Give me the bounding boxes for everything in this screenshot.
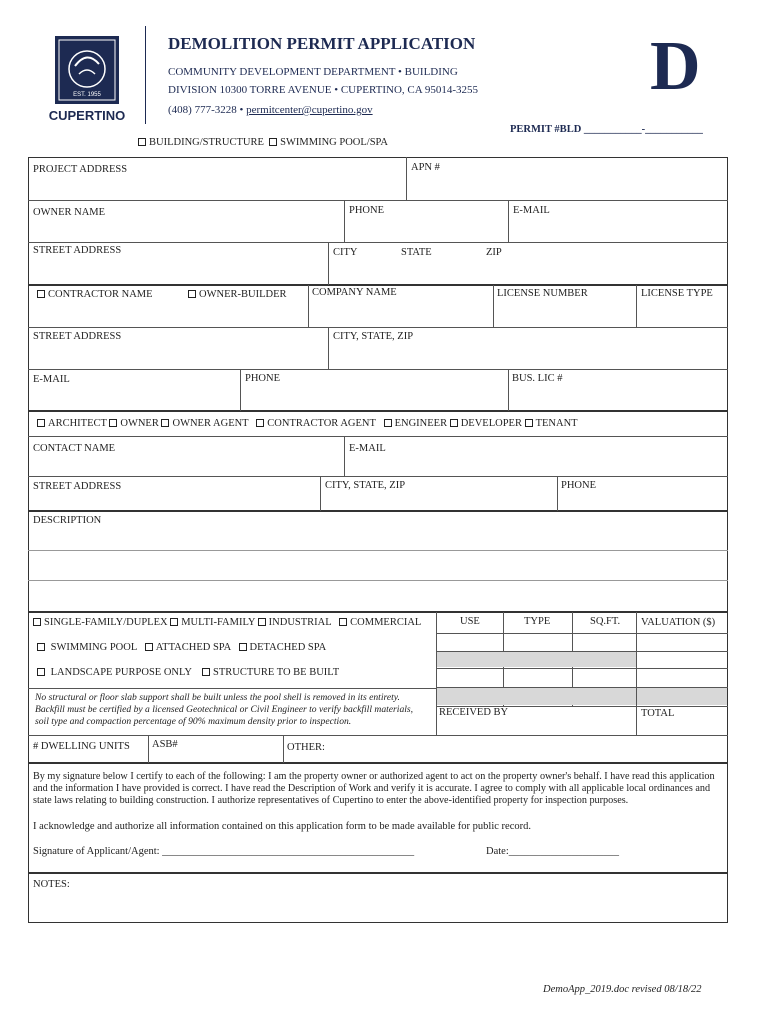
header-divider — [145, 26, 146, 124]
license-type-field[interactable]: LICENSE TYPE — [641, 288, 713, 299]
dwelling-units-field[interactable]: # DWELLING UNITS — [33, 741, 130, 752]
role-contractor-agent[interactable]: CONTRACTOR AGENT — [256, 418, 375, 429]
notes-box[interactable] — [28, 873, 728, 923]
logo-wordmark: CUPERTINO — [48, 108, 126, 123]
owner-phone-field[interactable]: PHONE — [349, 205, 385, 216]
date-field[interactable]: Date:_____________________ — [486, 846, 619, 857]
description-box[interactable] — [28, 511, 728, 612]
col-type-header: TYPE — [524, 616, 551, 627]
role-tenant[interactable]: TENANT — [525, 418, 578, 429]
pool-note-2: Backfill must be certified by a licensed Geotechnical or Civil Engineer to verify backfill materials, — [35, 704, 414, 715]
owner-builder-checkbox[interactable] — [188, 290, 196, 298]
department-line: COMMUNITY DEVELOPMENT DEPARTMENT • BUILDING — [168, 66, 458, 78]
total-field[interactable]: TOTAL — [641, 708, 675, 719]
cupertino-logo — [45, 36, 129, 128]
industrial-option[interactable]: INDUSTRIAL — [258, 617, 332, 628]
owner-builder-option[interactable]: OWNER-BUILDER — [188, 289, 287, 301]
owner-email-field[interactable]: E-MAIL — [513, 205, 550, 216]
use-type-row3 — [37, 667, 339, 679]
col-sqft-header: SQ.FT. — [590, 616, 621, 627]
asb-field[interactable]: ASB# — [152, 739, 178, 750]
building-checkbox[interactable] — [138, 138, 146, 146]
license-number-field[interactable]: LICENSE NUMBER — [497, 288, 588, 299]
detached-spa-option[interactable]: DETACHED SPA — [239, 642, 327, 653]
owner-street-field[interactable]: STREET ADDRESS — [33, 245, 122, 256]
footer-revision: DemoApp_2019.doc revised 08/18/22 — [543, 984, 702, 995]
permit-number-label: PERMIT #BLD ___________-___________ — [510, 124, 703, 135]
page-title: DEMOLITION PERMIT APPLICATION — [168, 34, 476, 53]
contractor-phone-field[interactable]: PHONE — [245, 373, 281, 384]
svg-text:EST. 1955: EST. 1955 — [73, 92, 101, 98]
role-owner[interactable]: OWNER — [109, 418, 159, 429]
section-property-owner — [28, 157, 728, 285]
role-architect[interactable]: ARCHITECT — [37, 418, 107, 429]
form-letter: D — [650, 28, 701, 105]
contact-city-field[interactable]: CITY, STATE, ZIP — [325, 480, 406, 491]
contractor-checkbox[interactable] — [37, 290, 45, 298]
contact-street-field[interactable]: STREET ADDRESS — [33, 481, 122, 492]
other-field[interactable]: OTHER: — [287, 742, 325, 753]
owner-city-field[interactable]: CITY — [333, 247, 358, 258]
pool-note-3: soil type and compaction percentage of 90% maximum density prior to inspection. — [35, 716, 352, 727]
contact-name-field[interactable]: CONTACT NAME — [33, 443, 116, 454]
company-name-field[interactable]: COMPANY NAME — [312, 287, 397, 298]
contractor-email-field[interactable]: E-MAIL — [33, 374, 70, 385]
pool-note-1: No structural or floor slab support shall be built unless the pool shell is removed in its entirety. — [35, 692, 400, 703]
col-use-header: USE — [460, 616, 480, 627]
description-label: DESCRIPTION — [33, 515, 102, 526]
swimming-pool-option[interactable]: SWIMMING POOL — [37, 642, 137, 653]
contact-phone-field[interactable]: PHONE — [561, 480, 597, 491]
col-valuation-header: VALUATION ($) — [641, 617, 716, 628]
role-engineer[interactable]: ENGINEER — [384, 418, 448, 429]
role-developer[interactable]: DEVELOPER — [450, 418, 522, 429]
permit-type-options: BUILDING/STRUCTURE SWIMMING POOL/SPA — [138, 137, 388, 149]
owner-zip-field[interactable]: ZIP — [486, 247, 502, 258]
commercial-option[interactable]: COMMERCIAL — [339, 617, 421, 628]
use-type-row2 — [37, 642, 326, 654]
certification-text: By my signature below I certify to each of the following: I am the property owner or authorized agent to act on the property owner's behalf. I have read this application and the information I have provided is correct. I have read the Description of Work and verify it is accurate. I agree to comply with all applicable local ordinances and state laws relating to building construction. I authorize representatives of Cupertino to enter the above-identified property for inspection purposes. — [33, 771, 715, 807]
notes-label: NOTES: — [33, 879, 70, 890]
acknowledgement-text: I acknowledge and authorize all information contained on this application form to be made available for public record. — [33, 821, 531, 832]
owner-state-field[interactable]: STATE — [401, 247, 432, 258]
contact-email-field[interactable]: E-MAIL — [349, 443, 386, 454]
owner-name-field[interactable]: OWNER NAME — [33, 207, 106, 218]
project-address-field[interactable]: PROJECT ADDRESS — [33, 164, 128, 175]
section-contractor — [28, 285, 728, 411]
contact-line — [168, 104, 373, 116]
contractor-name-option[interactable]: CONTRACTOR NAME — [37, 289, 153, 301]
single-family-option[interactable]: SINGLE-FAMILY/DUPLEX — [33, 617, 168, 628]
structure-built-option[interactable]: STRUCTURE TO BE BUILT — [202, 667, 339, 678]
phone-text: (408) 777-3228 • — [168, 104, 244, 116]
signature-field[interactable]: Signature of Applicant/Agent: ________________________________________________ — [33, 846, 415, 857]
multi-family-option[interactable]: MULTI-FAMILY — [170, 617, 255, 628]
received-by-field[interactable]: RECEIVED BY — [439, 707, 509, 718]
attached-spa-option[interactable]: ATTACHED SPA — [145, 642, 231, 653]
role-options — [37, 418, 578, 430]
email-link[interactable]: permitcenter@cupertino.gov — [246, 104, 373, 116]
contractor-city-field[interactable]: CITY, STATE, ZIP — [333, 331, 414, 342]
role-owner-agent[interactable]: OWNER AGENT — [161, 418, 248, 429]
apn-field[interactable]: APN # — [411, 162, 440, 173]
landscape-option[interactable]: LANDSCAPE PURPOSE ONLY — [37, 667, 192, 678]
pool-checkbox[interactable] — [269, 138, 277, 146]
business-license-field[interactable]: BUS. LIC # — [512, 373, 563, 384]
address-line: DIVISION 10300 TORRE AVENUE • CUPERTINO, CA 95014-3255 — [168, 84, 478, 96]
use-type-row1 — [33, 617, 421, 629]
contractor-street-field[interactable]: STREET ADDRESS — [33, 331, 122, 342]
